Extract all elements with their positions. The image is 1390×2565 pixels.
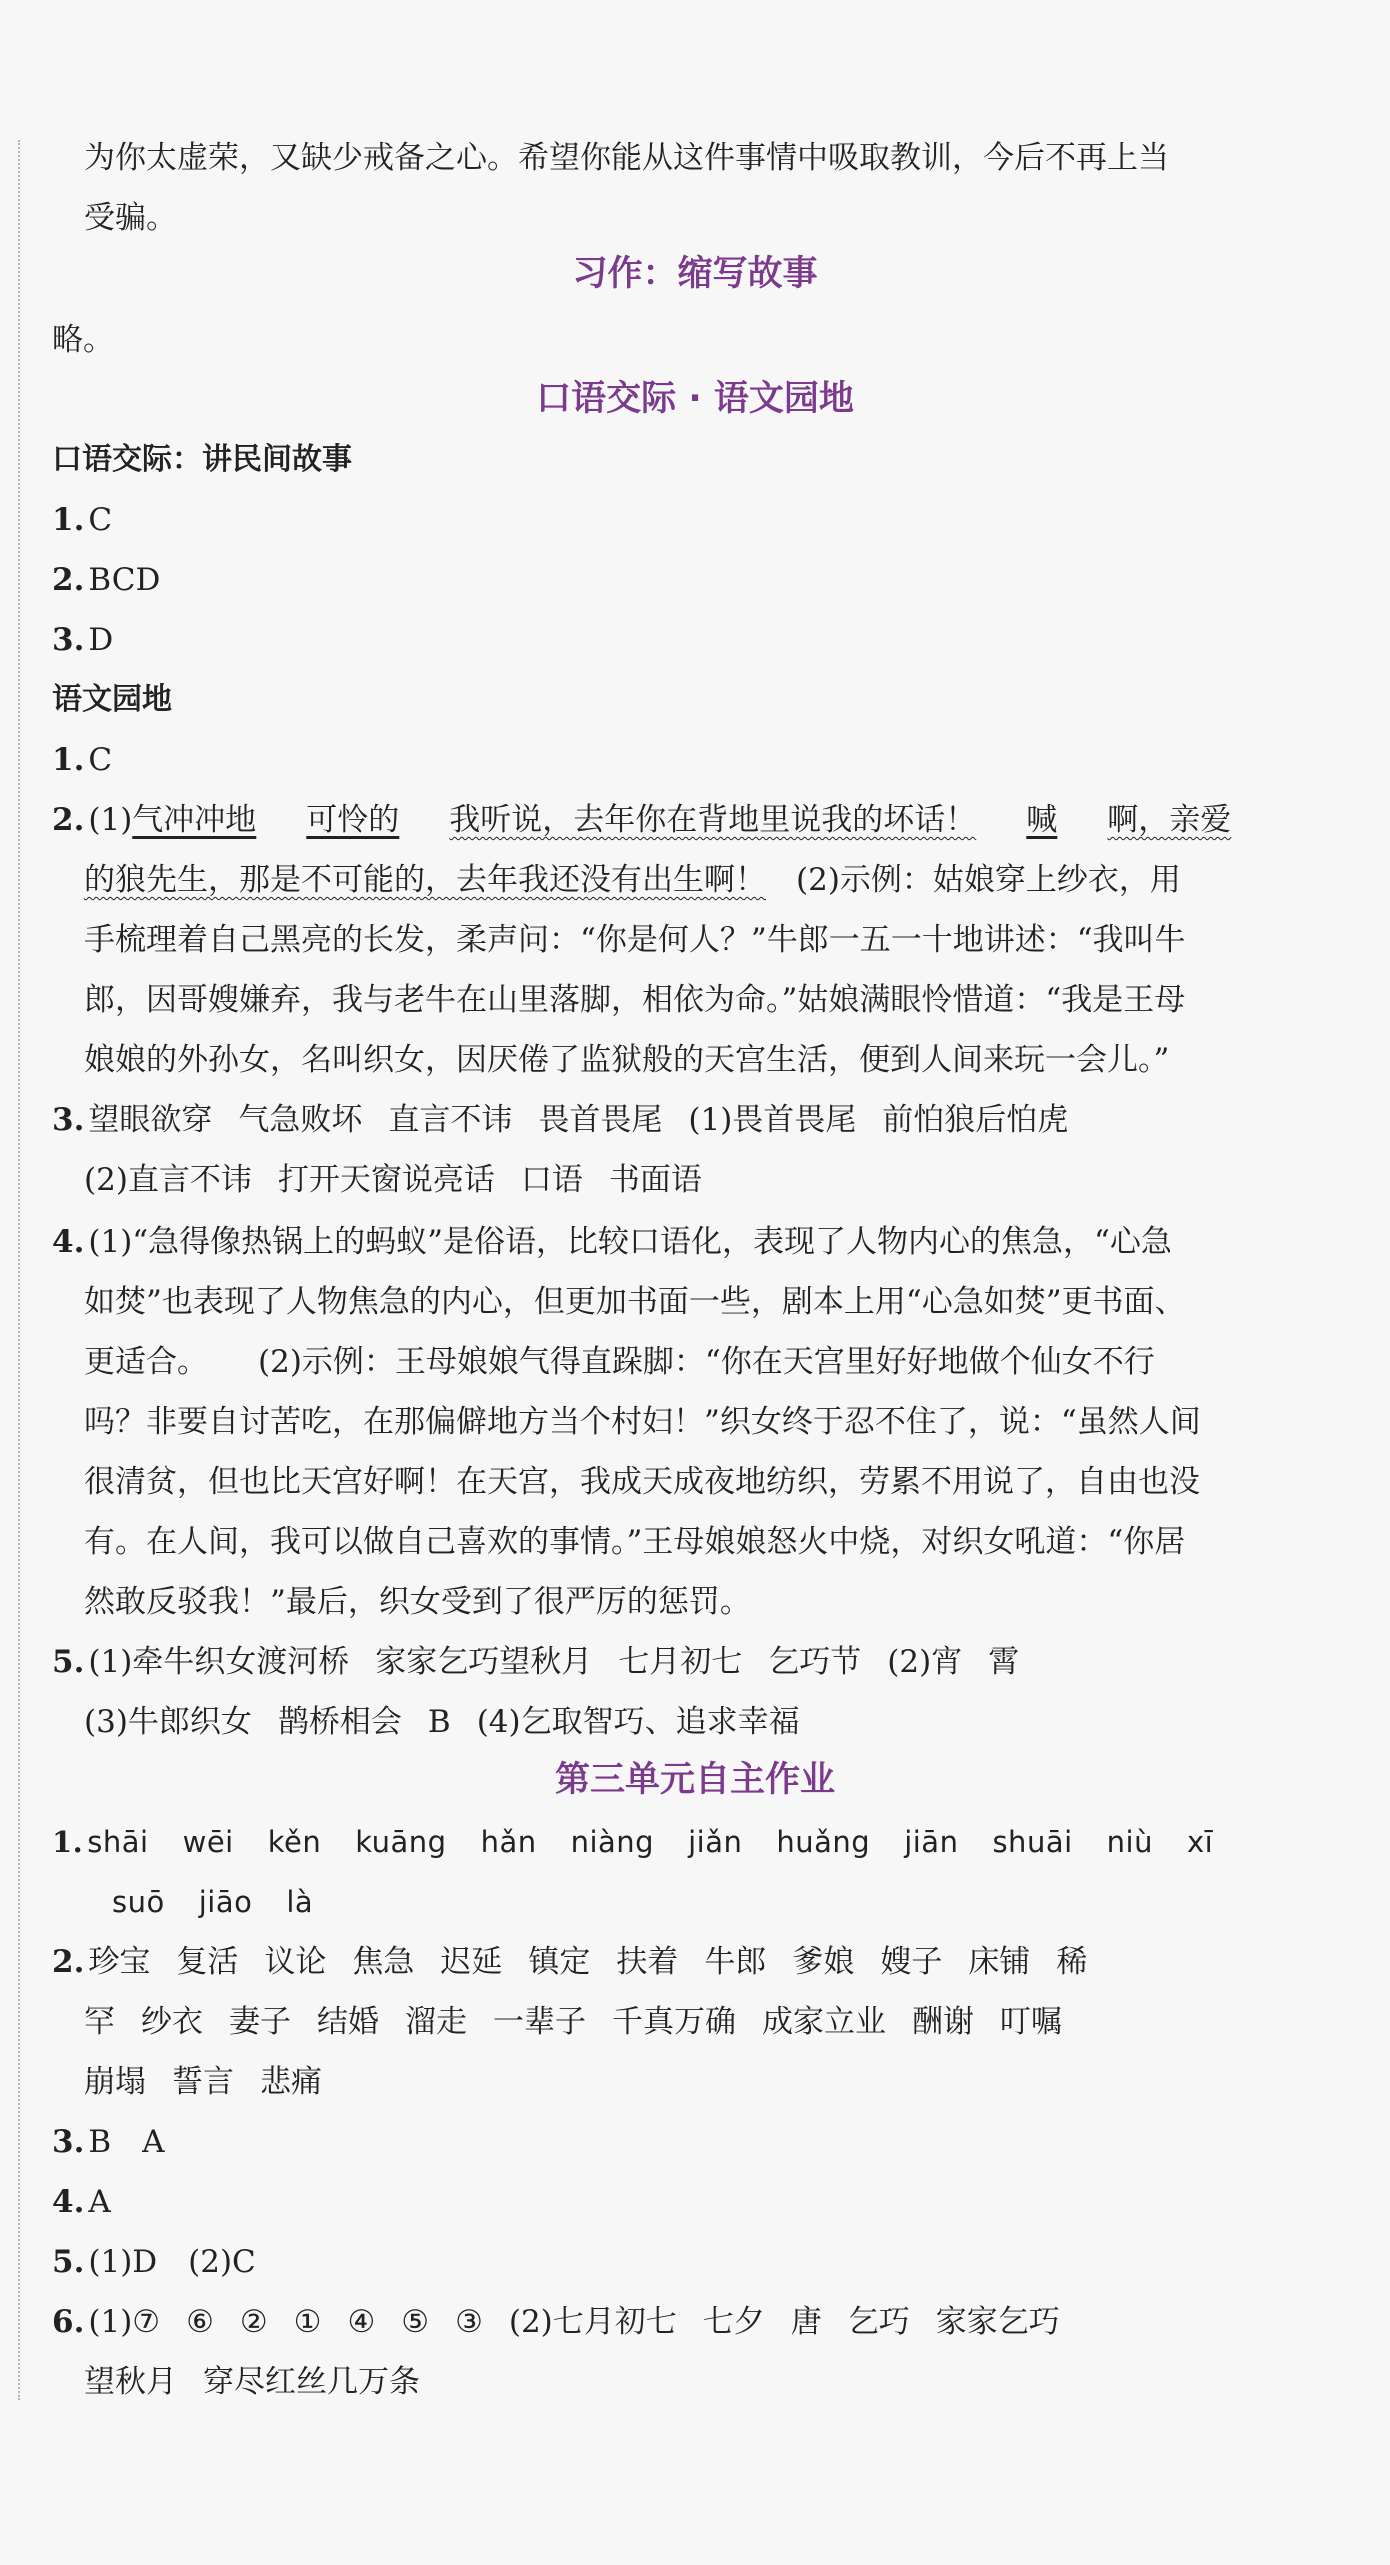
word: ① — [293, 2304, 322, 2340]
word: 一辈子 — [493, 2004, 586, 2040]
answer-text: 更适合。 — [84, 1344, 208, 1380]
word: 罕 — [84, 2004, 115, 2040]
pinyin: kěn — [267, 1825, 322, 1859]
word: ⑤ — [401, 2304, 430, 2340]
unit3-q1-line-2 — [112, 1882, 347, 1922]
word: 鹊桥相会 — [277, 1704, 402, 1740]
yuwen-q4-line-4: 吗？非要自讨苦吃，在那偏僻地方当个村妇！”织女终于忍不住了，说：“虽然人间 — [84, 1404, 1201, 1440]
yuwen-q2-line-3: 手梳理着自己黑亮的长发，柔声问：“你是何人？”牛郎一五一十地讲述：“我叫牛 — [84, 922, 1186, 958]
yuwen-q4-line-6: 有。在人间，我可以做自己喜欢的事情。”王母娘娘怒火中烧，对织女吼道：“你居 — [84, 1524, 1186, 1560]
word: ⑥ — [186, 2304, 214, 2340]
yuwen-q2-line-2 — [84, 860, 1181, 900]
unit3-q1-line-1 — [52, 1822, 1213, 1862]
yuwen-q4-line-2: 如焚”也表现了人物焦急的内心，但更加书面一些，剧本上用“心急如焚”更书面、 — [84, 1284, 1186, 1320]
word: 千真万确 — [612, 2004, 736, 2040]
word: 乞巧 — [847, 2304, 910, 2340]
underlined-answer: 喊 — [1026, 802, 1058, 838]
word: 唐 — [790, 2304, 822, 2340]
word: 酬谢 — [912, 2004, 974, 2040]
word: (1)⑦ — [88, 2304, 161, 2340]
underlined-answer: 气冲冲地 — [132, 802, 257, 838]
yuwen-q5-line-2 — [84, 1702, 826, 1742]
pinyin: kuāng — [355, 1825, 447, 1859]
word: 纱衣 — [141, 2004, 203, 2040]
yuwen-q2-line-1 — [52, 800, 1231, 840]
word: 悲痛 — [260, 2064, 322, 2100]
answer-text: D — [88, 622, 114, 658]
intro-line-1: 为你太虚荣，又缺少戒备之心。希望你能从这件事情中吸取教训，今后不再上当 — [84, 140, 1169, 176]
pinyin: huǎng — [776, 1825, 871, 1859]
subhead-kouyu: 口语交际：讲民间故事 — [52, 442, 352, 477]
pinyin: là — [286, 1885, 314, 1919]
word: ③ — [455, 2304, 483, 2340]
word: 珍宝 — [88, 1944, 151, 1980]
answer-text: (1)“急得像热锅上的蚂蚁”是俗语，比较口语化，表现了人物内心的焦急，“心急 — [88, 1224, 1172, 1260]
answer-text: (1)D (2)C — [88, 2244, 256, 2280]
pinyin: niù — [1106, 1825, 1153, 1859]
word: 口语 — [520, 1162, 583, 1198]
margin-dotted-line — [18, 140, 20, 2400]
word: 嫂子 — [880, 1944, 943, 1980]
word: 家家乞巧 — [935, 2304, 1060, 2340]
wavy-underlined-answer: 的狼先生，那是不可能的，去年我还没有出生啊！ — [84, 862, 766, 898]
word: 焦急 — [352, 1944, 415, 1980]
question-number: 4. — [52, 1224, 85, 1260]
word: 稀 — [1056, 1944, 1088, 1980]
word: 穿尽红丝几万条 — [203, 2364, 420, 2400]
unit3-q3 — [52, 2122, 165, 2162]
word: 镇定 — [528, 1944, 591, 1980]
kouyu-q1 — [52, 500, 112, 540]
section-title-xizuo: 习作：缩写故事 — [572, 254, 818, 294]
word: 七月初七 — [618, 1644, 743, 1680]
pinyin: shāi — [87, 1825, 149, 1859]
word: 畏首畏尾 — [538, 1102, 663, 1138]
word: 叮嘱 — [1000, 2004, 1062, 2040]
question-number: 2. — [52, 1944, 85, 1980]
question-number: 3. — [52, 1102, 85, 1138]
word: 议论 — [264, 1944, 327, 1980]
word: ② — [239, 2304, 268, 2340]
word: 七夕 — [702, 2304, 765, 2340]
word: 打开天窗说亮话 — [277, 1162, 495, 1198]
word: (3)牛郎织女 — [84, 1704, 252, 1740]
word: 爹娘 — [792, 1944, 855, 1980]
answer-text: BCD — [88, 562, 161, 598]
question-number: 5. — [52, 2244, 85, 2280]
unit3-q6-line-2 — [84, 2362, 446, 2402]
pinyin: wēi — [182, 1825, 234, 1859]
word: 乞巧节 — [768, 1644, 862, 1680]
question-number: 5. — [52, 1644, 85, 1680]
part-label: (1) — [88, 802, 133, 838]
question-number: 1. — [52, 1825, 84, 1859]
pinyin: niàng — [570, 1825, 655, 1859]
yuwen-q4-line-5: 很清贫，但也比天宫好啊！在天宫，我成天成夜地纺织，劳累不用说了，自由也没 — [84, 1464, 1200, 1500]
word: 复活 — [176, 1944, 239, 1980]
word: B — [427, 1704, 451, 1740]
word: (1)牵牛织女渡河桥 — [88, 1644, 350, 1680]
yuwen-q2-line-5: 娘娘的外孙女，名叫织女，因厌倦了监狱般的天宫生活，便到人间来玩一会儿。” — [84, 1042, 1170, 1078]
word: (2)直言不讳 — [84, 1162, 252, 1198]
answer-text: (2)示例：姑娘穿上纱衣，用 — [796, 862, 1181, 898]
subhead-yuwen: 语文园地 — [52, 682, 172, 717]
question-number: 2. — [52, 562, 85, 598]
answer-text: C — [88, 502, 113, 538]
pinyin: suō — [112, 1885, 165, 1919]
underlined-answer: 可怜的 — [306, 802, 400, 838]
answer-text: A — [88, 2184, 111, 2220]
pinyin: jiǎn — [688, 1825, 743, 1859]
pinyin: jiān — [904, 1825, 959, 1859]
yuwen-q3-line-2 — [84, 1160, 728, 1200]
kouyu-q3 — [52, 620, 113, 660]
wavy-underlined-answer: 我听说，去年你在背地里说我的坏话！ — [449, 802, 977, 838]
word: (2)七月初七 — [508, 2304, 677, 2340]
word: 书面语 — [608, 1162, 702, 1198]
yuwen-q3-line-1 — [52, 1100, 1094, 1140]
question-number: 1. — [52, 742, 85, 778]
unit3-q2-line-1 — [52, 1942, 1087, 1982]
word: 结婚 — [317, 2004, 379, 2040]
word: 直言不讳 — [388, 1102, 513, 1138]
word: 成家立业 — [762, 2004, 886, 2040]
pinyin: xī — [1186, 1825, 1214, 1859]
section-title-kouyu: 口语交际 · 语文园地 — [536, 379, 854, 419]
pinyin: hǎn — [480, 1825, 537, 1859]
word: (2)宵 — [887, 1644, 963, 1680]
answer-text: C — [88, 742, 113, 778]
word: (4)乞取智巧、追求幸福 — [476, 1704, 800, 1740]
xizuo-answer: 略。 — [52, 322, 114, 358]
question-number: 1. — [52, 502, 85, 538]
word: 崩塌 — [84, 2064, 146, 2100]
unit3-q5 — [52, 2242, 256, 2282]
pinyin: shuāi — [992, 1825, 1073, 1859]
question-number: 3. — [52, 622, 85, 658]
yuwen-q2-line-4: 郎，因哥嫂嫌弃，我与老牛在山里落脚，相依为命。”姑娘满眼怜惜道：“我是王母 — [84, 982, 1186, 1018]
answer-text: B A — [88, 2124, 165, 2160]
yuwen-q4-line-1 — [52, 1222, 1172, 1262]
word: 牛郎 — [704, 1944, 767, 1980]
question-number: 4. — [52, 2184, 85, 2220]
yuwen-q4-line-3 — [84, 1342, 1155, 1382]
intro-line-2: 受骗。 — [84, 200, 177, 236]
question-number: 2. — [52, 802, 85, 838]
word: (1)畏首畏尾 — [688, 1102, 857, 1138]
pinyin: jiāo — [198, 1885, 253, 1919]
word: 迟延 — [440, 1944, 503, 1980]
word: 霄 — [988, 1644, 1020, 1680]
kouyu-q2 — [52, 560, 160, 600]
question-number: 6. — [52, 2304, 85, 2340]
unit3-q6-line-1 — [52, 2302, 1060, 2342]
word: 扶着 — [616, 1944, 679, 1980]
wavy-underlined-answer: 啊，亲爱 — [1107, 802, 1232, 838]
word: 床铺 — [968, 1944, 1031, 1980]
word: 家家乞巧望秋月 — [375, 1644, 593, 1680]
word: 气急败坏 — [238, 1102, 363, 1138]
word: 前怕狼后怕虎 — [882, 1102, 1069, 1138]
yuwen-q1 — [52, 740, 112, 780]
word: 誓言 — [172, 2064, 234, 2100]
word: 望眼欲穿 — [88, 1102, 213, 1138]
unit3-q4 — [52, 2182, 111, 2222]
unit3-q2-line-3 — [84, 2062, 348, 2102]
question-number: 3. — [52, 2124, 85, 2160]
yuwen-q4-line-7: 然敢反驳我！”最后，织女受到了很严厉的惩罚。 — [84, 1584, 751, 1620]
word: 望秋月 — [84, 2364, 177, 2400]
answer-text: (2)示例：王母娘娘气得直跺脚：“你在天宫里好好地做个仙女不行 — [258, 1344, 1155, 1380]
section-title-unit3: 第三单元自主作业 — [554, 1760, 835, 1800]
word: 妻子 — [229, 2004, 291, 2040]
word: 溜走 — [405, 2004, 467, 2040]
word: ④ — [347, 2304, 376, 2340]
yuwen-q5-line-1 — [52, 1642, 1045, 1682]
unit3-q2-line-2 — [84, 2002, 1088, 2042]
